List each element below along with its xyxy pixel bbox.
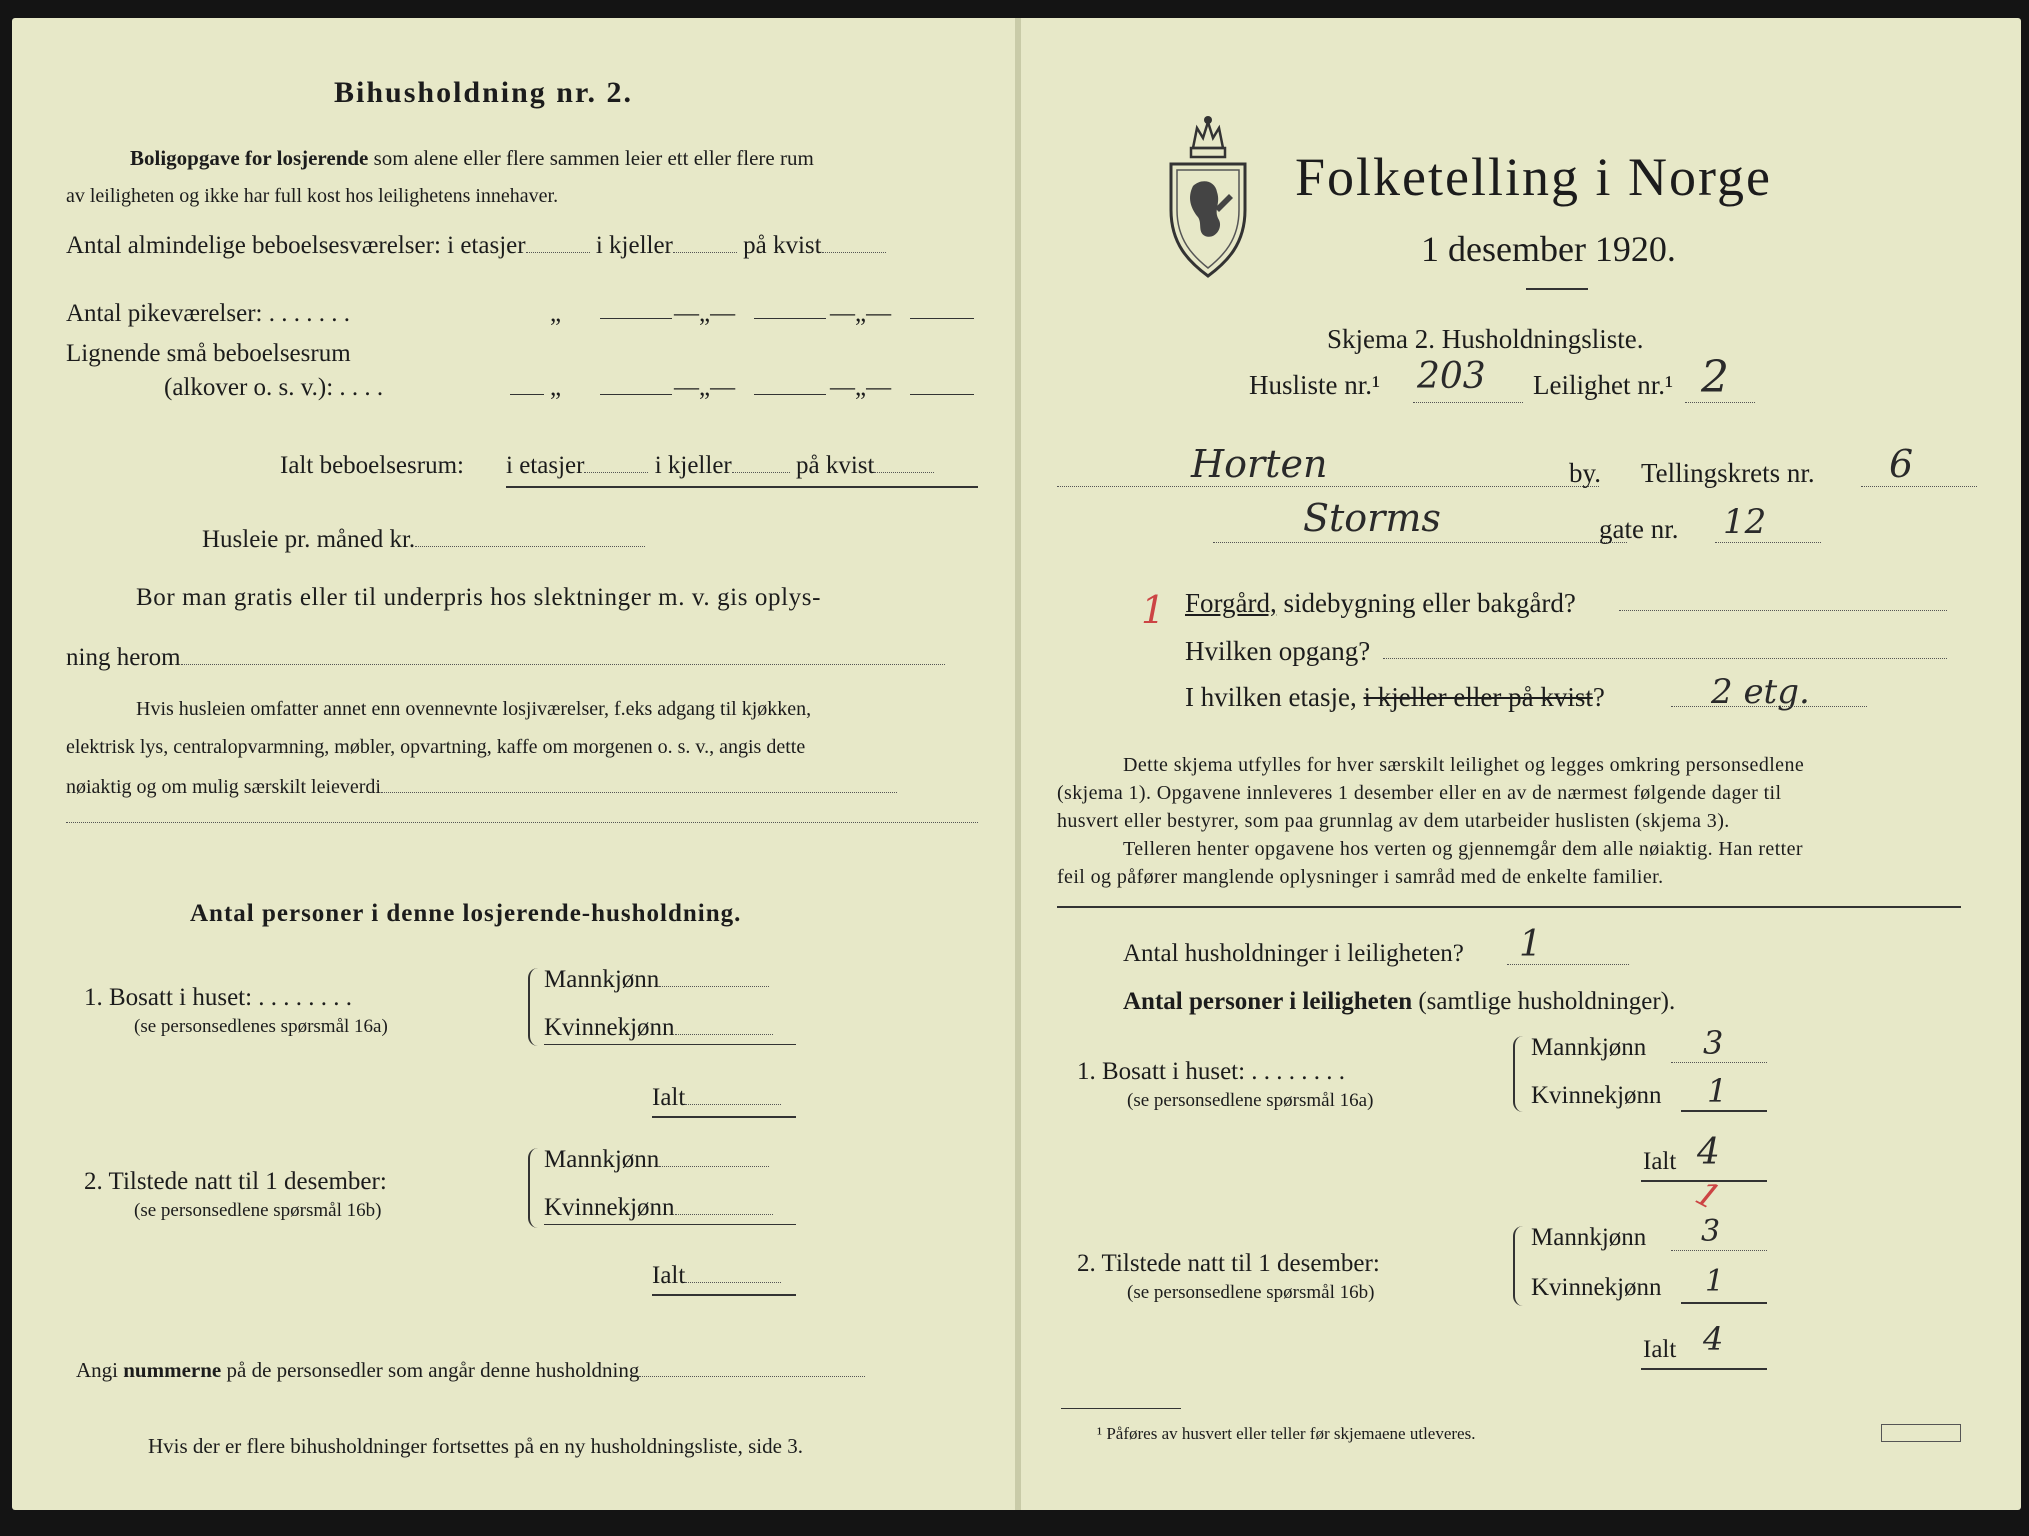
rooms-label: Antal almindelige beboelsesværelser: (66, 232, 441, 259)
city-field-line (1057, 486, 1599, 487)
free-text-field[interactable] (181, 664, 945, 665)
pike-label: Antal pikeværelser: . . . . . . . (66, 300, 350, 327)
rent-note-3-row (66, 776, 897, 799)
left-q1-label: 1. Bosatt i huset: . . . . . . . . (84, 984, 353, 1011)
left-q2-brace (528, 1148, 540, 1228)
forgard-selected[interactable]: Forgård, (1185, 588, 1277, 618)
gate-label: gate nr. (1599, 514, 1679, 544)
total-rooms-row (506, 452, 934, 480)
left-q2-mann-row (544, 1146, 769, 1174)
footnote: ¹ Påføres av husvert eller teller før skjemaene utleveres. (1097, 1424, 1476, 1443)
leilighet-label: Leilighet nr.¹ (1533, 370, 1674, 400)
left-q2-mann-field[interactable] (659, 1166, 769, 1167)
right-q2-mann-line (1671, 1250, 1767, 1251)
numbers-pre: Angi (76, 1358, 118, 1382)
city-value[interactable]: Horten (1191, 442, 1328, 486)
numbers-rest: på de personsedler som angår denne husholdning (226, 1358, 640, 1382)
rent-row (202, 526, 645, 554)
opgang-label: Hvilken opgang? (1185, 636, 1371, 666)
persons-row (1123, 988, 1675, 1016)
hush-field-line (1507, 964, 1629, 965)
krets-label: Tellingskrets nr. (1641, 458, 1815, 488)
small-rooms-label-2: (alkover o. s. v.): . . . . (164, 374, 384, 401)
right-q2-brace (1513, 1226, 1525, 1306)
left-q2-mann-label: Mannkjønn (544, 1146, 660, 1173)
rooms-kjeller-label: i kjeller (595, 232, 673, 259)
right-q1-kvinne-value[interactable]: 1 (1707, 1072, 1728, 1110)
instructions-3: husvert eller bestyrer, som paa grunnlag av dem utarbeider huslisten (skjema 3). (1057, 810, 1730, 832)
right-q2-ialt-value[interactable]: 4 (1703, 1320, 1724, 1358)
street-value[interactable]: Storms (1303, 496, 1441, 540)
intro-line-1 (130, 146, 814, 171)
left-q1-sub: (se personsedlenes spørsmål 16a) (134, 1016, 388, 1037)
hush-value[interactable]: 1 (1519, 924, 1542, 965)
small-field-2[interactable] (754, 394, 826, 395)
free-text-2-row (66, 644, 945, 672)
right-q1-ialt-label: Ialt (1643, 1148, 1677, 1175)
free-text-2: ning herom (66, 644, 181, 671)
right-q2-ialt-label: Ialt (1643, 1336, 1677, 1363)
rooms-etasjer-field[interactable] (526, 252, 590, 253)
red-tick-mark: 1 (1141, 588, 1166, 632)
left-q1-ialt-row (652, 1084, 781, 1112)
instructions-1: Dette skjema utfylles for hver særskilt leilighet og legges omkring personsedlene (1123, 754, 1805, 776)
total-kvist-label: på kvist (796, 452, 875, 479)
left-page (12, 18, 1015, 1510)
left-q2-sub: (se personsedlene spørsmål 16b) (134, 1200, 382, 1221)
right-q1-ialt-value[interactable]: 4 (1697, 1132, 1720, 1173)
building-row (1185, 588, 1576, 619)
persons-bold: Antal personer i leiligheten (1123, 988, 1413, 1015)
total-kjeller-label: i kjeller (654, 452, 732, 479)
rent-note-field[interactable] (381, 792, 897, 793)
rooms-kvist-field[interactable] (822, 252, 886, 253)
husliste-label: Husliste nr.¹ (1249, 370, 1381, 400)
by-label: by. (1569, 458, 1601, 488)
etasje-label: I hvilken etasje, (1185, 682, 1357, 712)
left-q1-ialt-label: Ialt (652, 1084, 686, 1111)
etasje-value[interactable]: 2 etg. (1711, 672, 1810, 712)
rooms-kvist-label: på kvist (743, 232, 822, 259)
small-rooms-label-1: Lignende små beboelsesrum (66, 340, 351, 367)
left-q1-kvinne-label: Kvinnekjønn (544, 1014, 675, 1041)
right-q1-mann-value[interactable]: 3 (1703, 1024, 1724, 1062)
leilighet-value[interactable]: 2 (1701, 352, 1729, 403)
left-q2-kvinne-label: Kvinnekjønn (544, 1194, 675, 1221)
right-q1-mann-line (1671, 1062, 1767, 1063)
title-rule (1526, 288, 1588, 290)
left-q1-mann-label: Mannkjønn (544, 966, 660, 993)
right-q1-label: 1. Bosatt i huset: . . . . . . . . (1077, 1058, 1346, 1085)
right-q2-kvinne-line (1681, 1302, 1767, 1304)
pike-ditto-3: —„— (830, 300, 892, 327)
etasje-struck: i kjeller eller på kvist (1363, 682, 1593, 712)
left-q2-ialt-row (652, 1262, 781, 1290)
husliste-value[interactable]: 203 (1417, 356, 1486, 397)
right-q1-brace (1513, 1036, 1525, 1112)
right-q2-ialt-line (1641, 1368, 1767, 1370)
intro-rest: som alene eller flere sammen leier ett eller flere rum (373, 146, 814, 170)
small-ditto-2: —„— (674, 374, 736, 401)
small-field-3[interactable] (910, 394, 974, 395)
right-q2-mann-value[interactable]: 3 (1701, 1214, 1721, 1249)
etasje-row (1185, 682, 1605, 713)
numbers-field[interactable] (639, 1376, 865, 1377)
right-q1-kvinne-label: Kvinnekjønn (1531, 1082, 1662, 1109)
instructions-4: Telleren henter opgavene hos verten og gjennemgår dem alle nøiaktig. Han retter (1123, 838, 1803, 860)
rent-note-line-2[interactable] (66, 822, 978, 823)
total-etasjer-label: i etasjer (506, 452, 585, 479)
left-title: Bihusholdning nr. 2. (334, 76, 634, 109)
left-q2-ialt-label: Ialt (652, 1262, 686, 1289)
left-q1-kvinne-row (544, 1014, 773, 1042)
schema-label: Skjema 2. Husholdningsliste. (1327, 324, 1644, 354)
etasje-q: ? (1592, 682, 1605, 712)
hush-label: Antal husholdninger i leiligheten? (1123, 940, 1464, 967)
total-rooms-label: Ialt beboelsesrum: (280, 452, 464, 479)
small-ditto-3: —„— (830, 374, 892, 401)
left-q2-ialt-field[interactable] (685, 1282, 781, 1283)
intro-line-2: av leiligheten og ikke har full kost hos leilighetens innehaver. (66, 185, 559, 207)
right-q2-sub: (se personsedlene spørsmål 16b) (1127, 1282, 1375, 1303)
right-q2-kvinne-label: Kvinnekjønn (1531, 1274, 1662, 1301)
total-kjeller-field[interactable] (732, 472, 790, 473)
pike-ditto: „ (550, 300, 562, 327)
rent-note-2: elektrisk lys, centralopvarmning, møbler, opvartning, kaffe om morgenen o. s. v., angis dette (66, 736, 806, 758)
building-rest: sidebygning eller bakgård? (1283, 588, 1576, 618)
right-page (1021, 18, 2021, 1510)
instructions-2: (skjema 1). Opgavene innleveres 1 desember eller en av de nærmest følgende dager til (1057, 782, 1782, 804)
left-q2-kvinne-field[interactable] (675, 1214, 773, 1215)
krets-field-line (1861, 486, 1977, 487)
street-field-line (1213, 542, 1627, 543)
rent-note-3: nøiaktig og om mulig særskilt leieverdi (66, 776, 381, 798)
total-rooms-underline (506, 486, 978, 488)
right-q2-label: 2. Tilstede natt til 1 desember: (1077, 1250, 1380, 1277)
gate-value[interactable]: 12 (1723, 502, 1767, 542)
section-rule (1057, 906, 1961, 908)
rooms-kjeller-field[interactable] (673, 252, 737, 253)
norway-coat-of-arms-icon (1163, 112, 1253, 280)
total-etasjer-field[interactable] (584, 472, 648, 473)
left-q1-mann-field[interactable] (659, 986, 769, 987)
left-q2-kvinne-row (544, 1194, 773, 1222)
right-title: Folketelling i Norge (1295, 147, 1772, 207)
left-q1-ialt-underline (652, 1116, 796, 1118)
numbers-bold: nummerne (123, 1358, 222, 1382)
pike-field-2[interactable] (754, 318, 826, 319)
left-q1-brace (528, 968, 540, 1046)
pike-field-1[interactable] (600, 318, 672, 319)
pike-field-3[interactable] (910, 318, 974, 319)
left-q2-ialt-underline (652, 1294, 796, 1296)
red-check-mark: 1 (1688, 1173, 1727, 1219)
husliste-field-line (1413, 402, 1523, 403)
left-footer: Hvis der er flere bihusholdninger fortsettes på en ny husholdningsliste, side 3. (148, 1434, 803, 1458)
leilighet-field-line (1685, 402, 1755, 403)
left-persons-heading: Antal personer i denne losjerende-husholdning. (190, 900, 742, 927)
krets-value[interactable]: 6 (1889, 442, 1914, 486)
etasje-field-line (1671, 706, 1867, 707)
total-kvist-field[interactable] (874, 472, 934, 473)
left-q1-divider (544, 1044, 796, 1045)
rooms-etasjer-label: i etasjer (447, 232, 526, 259)
instructions-5: feil og påfører manglende oplysninger i samråd med de enkelte familier. (1057, 866, 1664, 888)
right-q1-mann-label: Mannkjønn (1531, 1034, 1647, 1061)
small-field-1[interactable] (600, 394, 672, 395)
persons-rest: (samtlige husholdninger). (1418, 988, 1676, 1015)
census-date: 1 desember 1920. (1421, 229, 1676, 269)
right-q2-mann-label: Mannkjønn (1531, 1224, 1647, 1251)
rent-label: Husleie pr. måned kr. (202, 526, 416, 553)
small-field-0[interactable] (510, 394, 544, 395)
left-q1-ialt-field[interactable] (685, 1104, 781, 1105)
rent-note-1: Hvis husleien omfatter annet enn ovennevnte losjiværelser, f.eks adgang til kjøkken, (136, 698, 812, 720)
left-q2-divider (544, 1224, 796, 1225)
free-text-1: Bor man gratis eller til underpris hos slektninger m. v. gis oplys- (136, 584, 822, 611)
right-q1-kvinne-line (1681, 1110, 1767, 1112)
small-ditto: „ (550, 374, 562, 401)
right-q2-kvinne-value[interactable]: 1 (1705, 1264, 1725, 1299)
left-q1-mann-row (544, 966, 769, 994)
intro-bold: Boligopgave for losjerende (130, 146, 369, 170)
opgang-field-line[interactable] (1383, 658, 1947, 659)
footnote-rule (1061, 1408, 1181, 1409)
left-q1-kvinne-field[interactable] (675, 1034, 773, 1035)
left-q2-label: 2. Tilstede natt til 1 desember: (84, 1168, 387, 1195)
printer-stamp (1881, 1424, 1961, 1442)
gate-field-line (1715, 542, 1821, 543)
right-q1-sub: (se personsedlene spørsmål 16a) (1127, 1090, 1374, 1111)
building-field-line[interactable] (1619, 610, 1947, 611)
rooms-row (66, 232, 886, 260)
rent-field[interactable] (415, 546, 645, 547)
pike-ditto-2: —„— (674, 300, 736, 327)
numbers-row (76, 1358, 865, 1383)
